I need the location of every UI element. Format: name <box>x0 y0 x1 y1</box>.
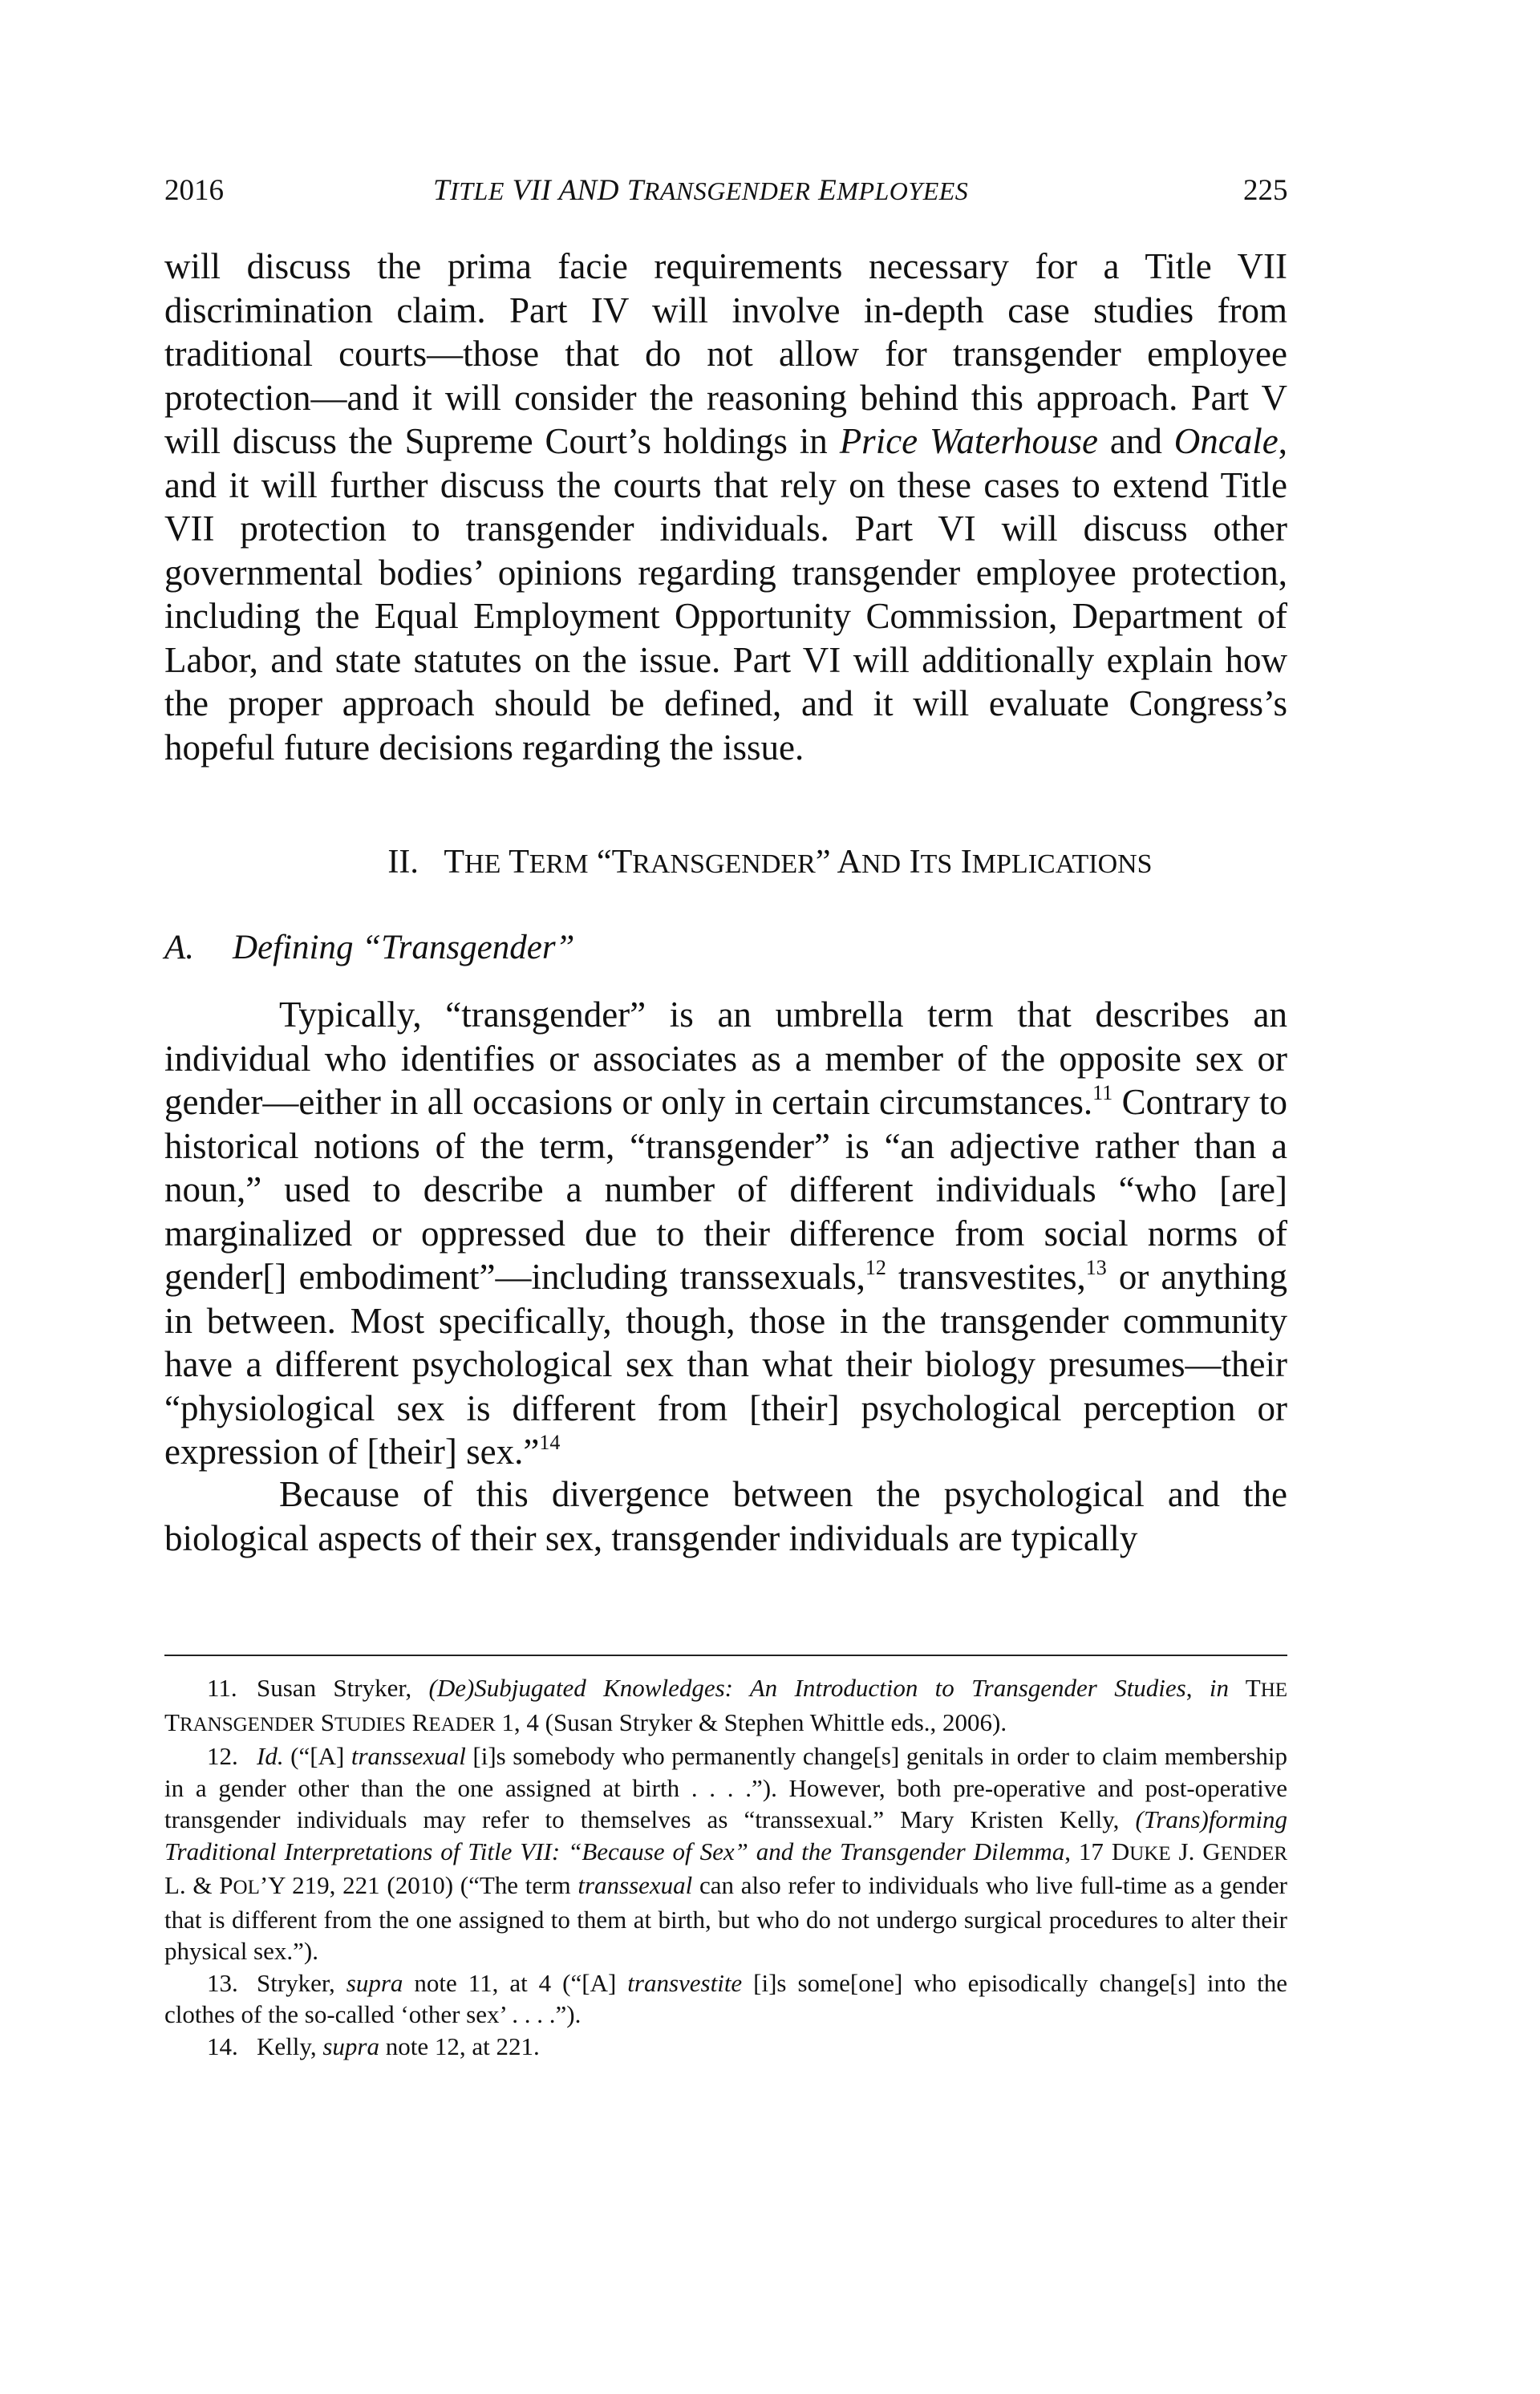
body-paragraph: Because of this divergence between the psychological and the biological aspects of their sex, transgender individuals are typically <box>164 1474 1287 1558</box>
footnote-14: 14. Kelly, supra note 12, at 221. <box>207 2031 540 2060</box>
case-oncale: Oncale <box>1173 421 1279 461</box>
footnote-ref-12[interactable]: 12 <box>865 1256 886 1279</box>
subsection-heading: A. Defining “Transgender” <box>164 929 575 966</box>
case-price-waterhouse: Price Waterhouse <box>839 421 1099 461</box>
header-year: 2016 <box>164 174 224 207</box>
section-heading: II. THE TERM “TRANSGENDER” AND ITS IMPLICATIONS <box>387 844 1153 881</box>
intro-paragraph: will discuss the prima facie requirements necessary for a Title VII discrimination claim. Part IV will involve in-depth case studies from traditional courts—those that do not allow for transgender employee protection—and it will consider the reasoning behind this approach. Part V will discuss the Supreme Court’s holdings in Price Waterhouse and Oncale, and it will further discuss the courts that rely on these cases to extend Title VII protection to transgender individuals. Part VI will discuss other governmental bodies’ opinions regarding transgender employee protection, including the Equal Employment Opportunity Commission, Department of Labor, and state statutes on the issue. Part VI will additionally explain how the proper approach should be defined, and it will evaluate Congress’s hopeful future decisions regarding the issue. <box>164 246 1287 768</box>
footnotes <box>164 1672 1287 2062</box>
footnote-12: 12. Id. (“[A] transsexual [i]s somebody who permanently change[s] genitals in order to claim membership in a gender other than the one assigned at birth . . . .”). However, both pre-operative and post-operative transgender individuals may refer to themselves as “transsexual.” Mary Kristen Kelly, (Trans)forming Traditional Interpretations of Title VII: “Because of Sex” and the Transgender Dilemma, 17 DUKE J. GENDER L. & POL’Y 219, 221 (2010) (“The term transsexual can also refer to individuals who live full-time as a gender that is different from the one assigned to them at birth, but who do not undergo surgical procedures to alter their physical sex.”). <box>164 1742 1288 1965</box>
page-number: 225 <box>1243 174 1288 207</box>
footnote-11: 11. Susan Stryker, (De)Subjugated Knowledges: An Introduction to Transgender Studies, in THE TRANSGENDER STUDIES READER 1, 4 (Susan Stryker & Stephen Whittle eds., 2006). <box>164 1674 1288 1736</box>
footnote-divider <box>164 1655 1287 1656</box>
running-title: TITLE VII AND TRANSGENDER EMPLOYEES <box>433 174 969 207</box>
footnote-13: 13. Stryker, supra note 11, at 4 (“[A] transvestite [i]s some[one] who episodically change[s] into the clothes of the so-called ‘other sex’ . . . .”). <box>164 1968 1287 2028</box>
body-paragraph: Typically, “transgender” is an umbrella term that describes an individual who identifies or associates as a member of the opposite sex or gender—either in all occasions or only in certain circumstances.$^{11}$ Contrary to historical notions of the term, “transgender” is “an adjective rather than a noun,” used to describe a number of different individuals “who [are] marginalized or oppressed due to their difference from social norms of gender[] embodiment”—including transsexuals,$^{12}$ transvestites,$^{13}$ or anything in between. Most specifically, though, those in the transgender community have a different psychological sex than what their biology presumes—their “physiological sex is different from [their] psychological perception or expression of [their] sex.”$^{14}$ <box>164 994 1288 1472</box>
footnote-ref-13[interactable]: 13 <box>1085 1256 1107 1279</box>
footnote-ref-11[interactable]: 11 <box>1092 1081 1113 1104</box>
footnote-ref-14[interactable]: 14 <box>539 1431 561 1454</box>
